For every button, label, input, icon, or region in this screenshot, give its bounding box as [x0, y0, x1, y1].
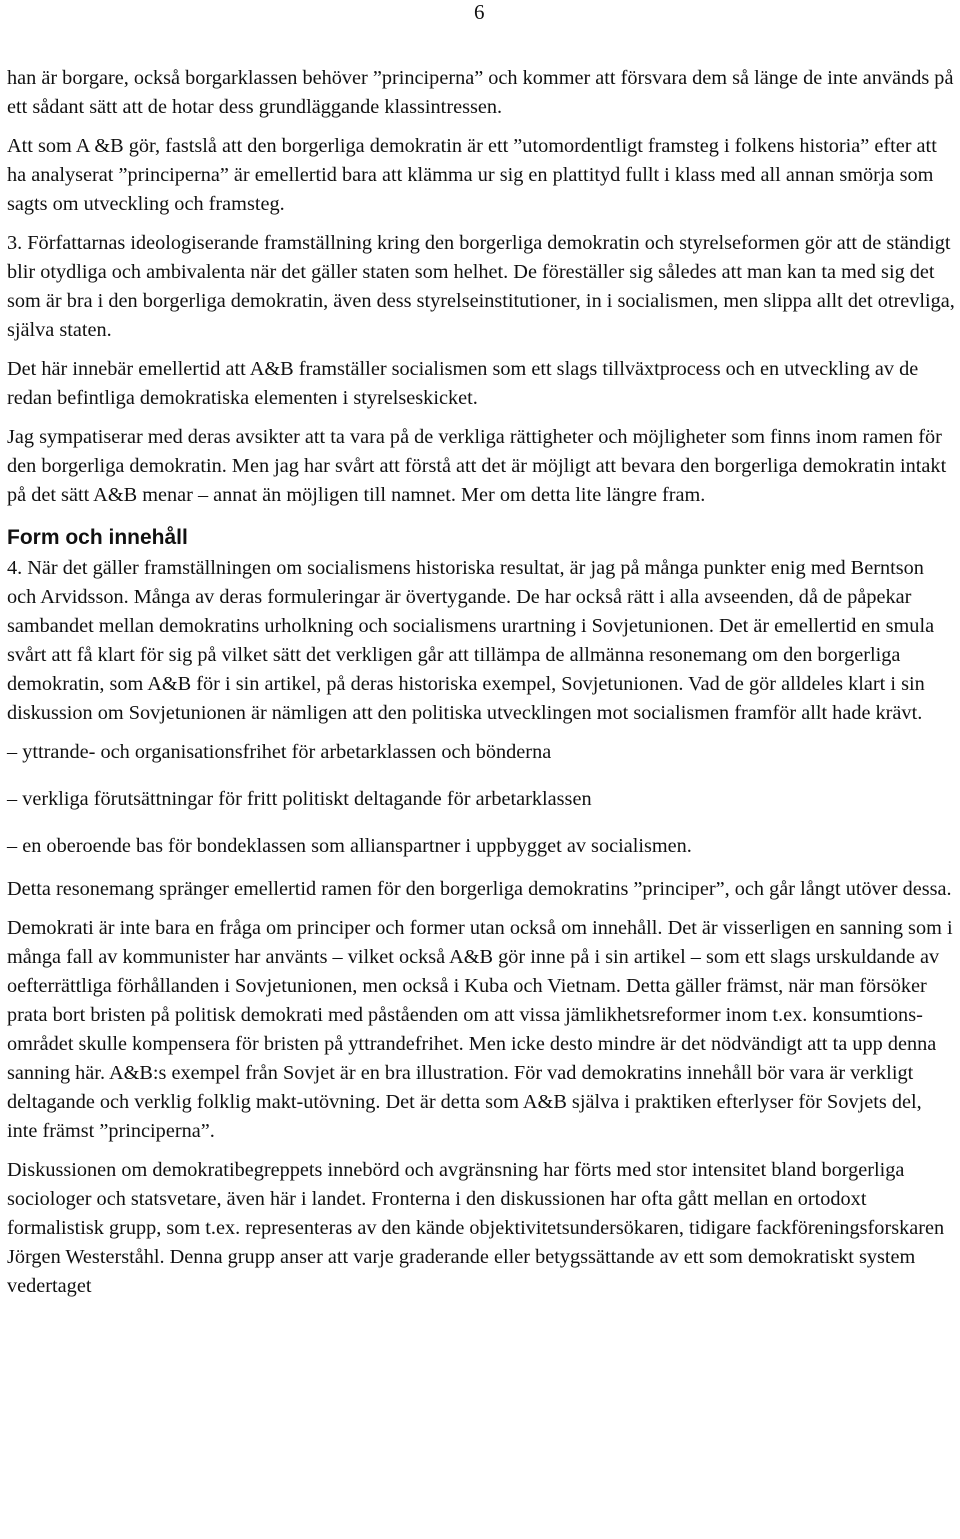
paragraph: han är borgare, också borgarklassen behöver ”principerna” och kommer att försvara dem så länge de inte används på ett sådant sätt att de hotar dess grundläggande klassintressen. — [7, 67, 954, 118]
paragraph: Jag sympatiserar med deras avsikter att ta vara på de verkliga rättigheter och möjligheter som finns inom ramen för den borgerliga demokratin. Men jag har svårt att förstå att det är möjligt att bevara den borgerliga demokratin intakt på det sätt A&B menar – annat än möjligen till namnet. Mer om detta lite längre fram. — [7, 426, 947, 506]
document-body — [7, 64, 957, 1311]
paragraph: Diskussionen om demokratibegreppets innebörd och avgränsning har förts med stor intensitet bland borgerliga sociologer och statsvetare, även här i landet. Fronterna i den diskussionen har ofta gått mellan en ortodoxt formalistisk grupp, som t.ex. representeras av den kände objektivitetsundersökaren, tidigare fackföreningsforskaren Jörgen Westerståhl. Denna grupp anser att varje graderande eller betygssättande av ett som demokratiskt system vedertaget — [7, 1159, 945, 1297]
page-number: 6 — [474, 0, 485, 24]
paragraph: Det här innebär emellertid att A&B framställer socialismen som ett slags tillväxtprocess och en utveckling av de redan befintliga demokratiska elementen i styrelseskicket. — [7, 358, 919, 409]
paragraph: Att som A &B gör, fastslå att den borgerliga demokratin är ett ”utomordentligt framsteg i folkens historia” efter att ha analyserat ”principerna” är emellertid bara att klämma ur sig en plattityd fullt i klass med all annan smörja som sagts om utveckling och framsteg. — [7, 135, 937, 215]
paragraph: Detta resonemang spränger emellertid ramen för den borgerliga demokratins ”principer”, och går långt utöver dessa. — [7, 878, 952, 900]
paragraph: 4. När det gäller framställningen om socialismens historiska resultat, är jag på många punkter enig med Berntson och Arvidsson. Många av deras formuleringar är övertygande. De har också rätt i alla avseenden, då de påpekar sambandet mellan demokratins urholkning och socialismens urartning i Sovjetunionen. Det är emellertid en smula svårt att få klart för sig på vilket sätt det verkligen går att tillämpa de allmänna resonemang om den borgerliga demokratin, som A&B för i sin artikel, på deras historiska exempel, Sovjetunionen. Vad de gör alldeles klart i sin diskussion om Sovjetunionen är nämligen att den politiska utvecklingen mot socialismen framför allt hade krävt. — [7, 557, 935, 724]
paragraph: 3. Författarnas ideologiserande framställning kring den borgerliga demokratin och styrelseformen gör att de ständigt blir otydliga och ambivalenta när det gäller staten som helhet. De föreställer sig således att man kan ta med sig det som är bra i den borgerliga demokratin, även dess styrelseinstitutioner, in i socialismen, men slippa allt det otrevliga, själva staten. — [7, 232, 955, 341]
list-item: – verkliga förutsättningar för fritt politiskt deltagande för arbetarklassen — [7, 788, 592, 810]
list-item: – yttrande- och organisationsfrihet för arbetarklassen och bönderna — [7, 741, 552, 763]
list-item: – en oberoende bas för bondeklassen som allianspartner i uppbygget av socialismen. — [7, 835, 692, 857]
section-heading: Form och innehåll — [7, 526, 188, 549]
paragraph: Demokrati är inte bara en fråga om principer och former utan också om innehåll. Det är visserligen en sanning som i många fall av kommunister har använts – vilket också A&B gör inne på i sin artikel – som ett slags urskuldande av oefterrättliga förhållanden i Sovjetunionen, men också i Kuba och Vietnam. Detta gäller främst, när man försöker prata bort bristen på politisk demokrati med påståenden om att vissa jämlikhetsreformer inom t.ex. konsumtions-området skulle kompensera för bristen på yttrandefrihet. Men icke desto mindre är det nödvändigt att ta upp denna sanning här. A&B:s exempel från Sovjet är en bra illustration. För vad demokratins innehåll bör vara är verkligt deltagande och verklig folklig makt-utövning. Det är detta som A&B själva i praktiken efterlyser för Sovjets del, inte främst ”principerna”. — [7, 917, 953, 1142]
